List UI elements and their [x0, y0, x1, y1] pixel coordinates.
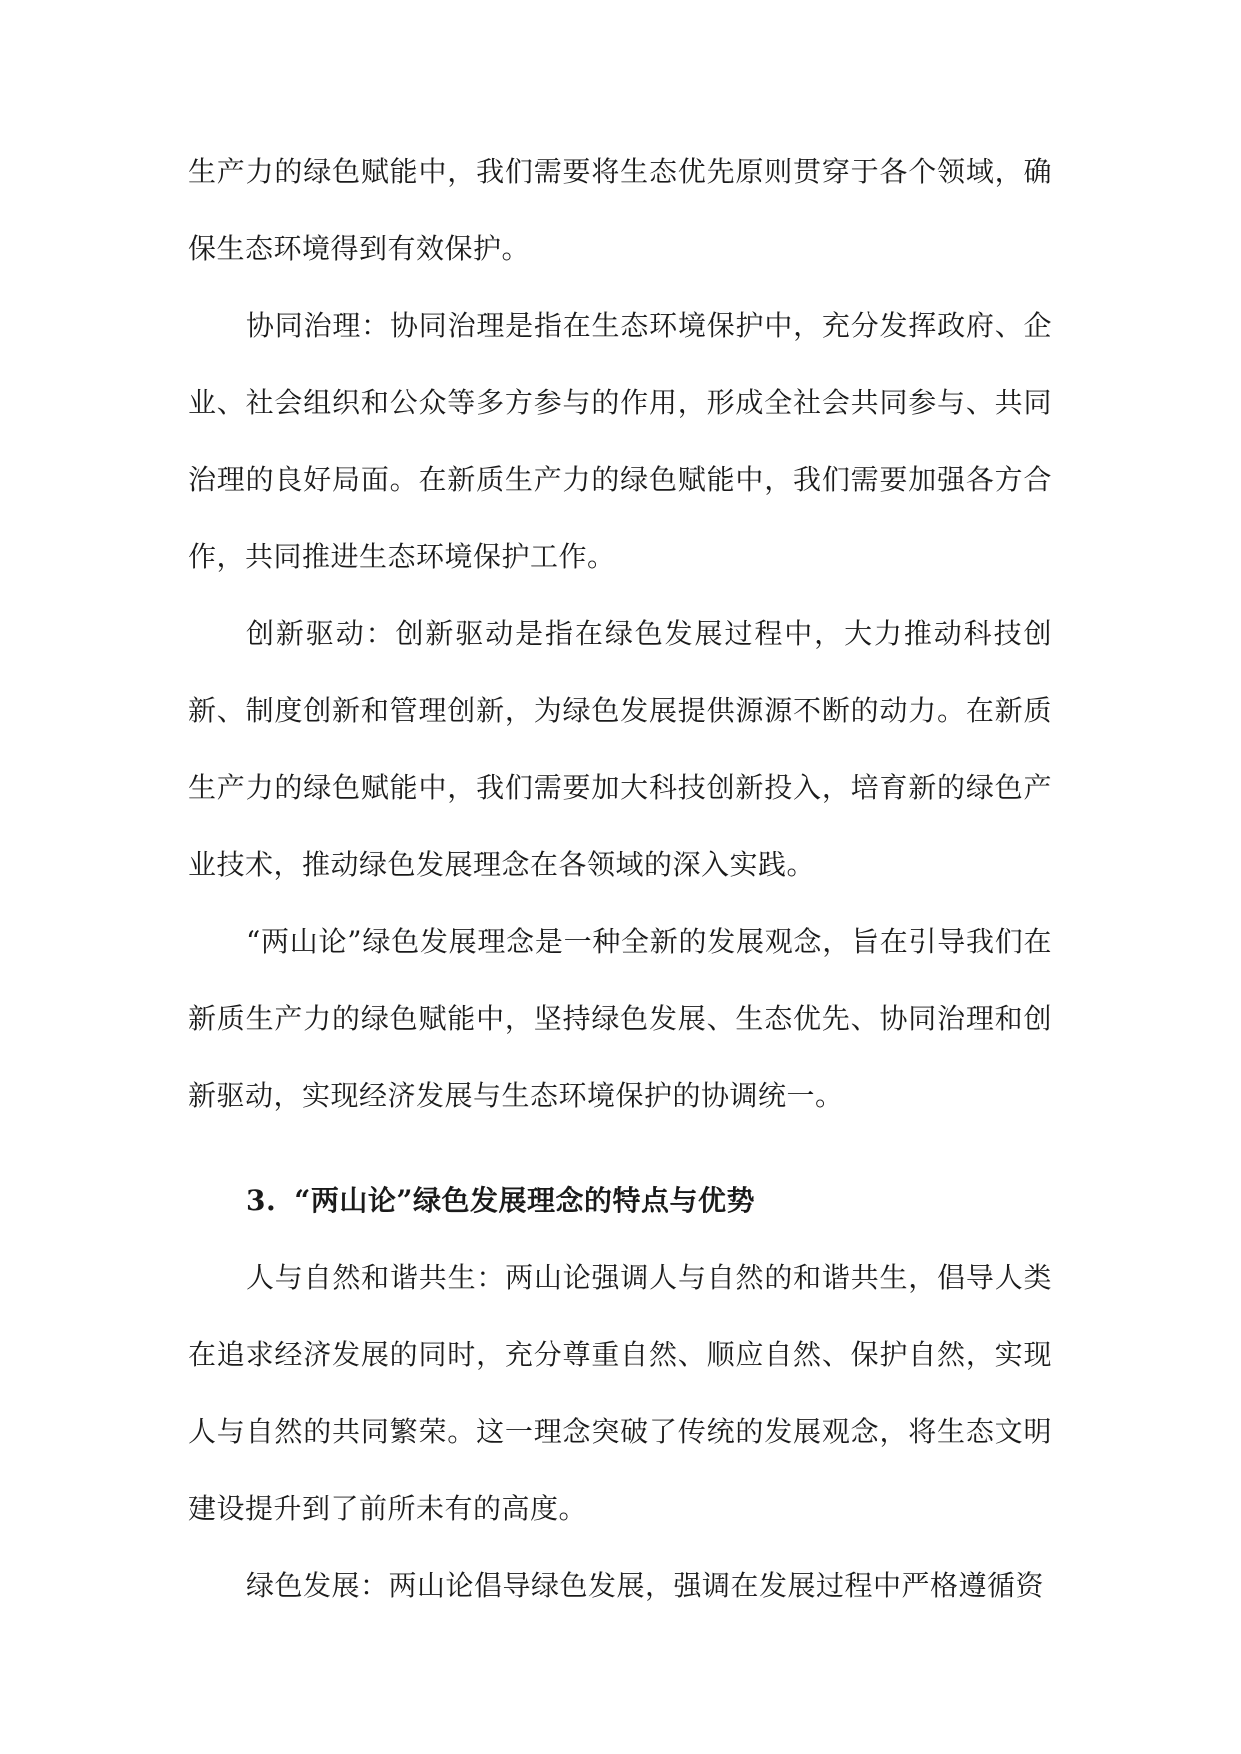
- document-body: [188, 133, 1052, 1624]
- section-title: “两山论”绿色发展理念的特点与优势: [294, 1184, 755, 1217]
- paragraph-collaborative-governance: 协同治理：协同治理是指在生态环境保护中，充分发挥政府、企业、社会组织和公众等多方参与的作用，形成全社会共同参与、共同治理的良好局面。在新质生产力的绿色赋能中，我们需要加强各方合作，共同推进生态环境保护工作。: [188, 309, 1052, 573]
- paragraph-innovation-driven: 创新驱动：创新驱动是指在绿色发展过程中，大力推动科技创新、制度创新和管理创新，为绿色发展提供源源不断的动力。在新质生产力的绿色赋能中，我们需要加大科技创新投入，培育新的绿色产业技术，推动绿色发展理念在各领域的深入实践。: [188, 617, 1052, 881]
- paragraph-summary: “两山论”绿色发展理念是一种全新的发展观念，旨在引导我们在新质生产力的绿色赋能中，坚持绿色发展、生态优先、协同治理和创新驱动，实现经济发展与生态环境保护的协调统一。: [188, 925, 1052, 1112]
- section-heading: [188, 1162, 1052, 1239]
- paragraph-continuation: 生产力的绿色赋能中，我们需要将生态优先原则贯穿于各个领域，确保生态环境得到有效保护。: [188, 155, 1052, 265]
- paragraph-harmony: 人与自然和谐共生：两山论强调人与自然的和谐共生，倡导人类在追求经济发展的同时，充分尊重自然、顺应自然、保护自然，实现人与自然的共同繁荣。这一理念突破了传统的发展观念，将生态文明建设提升到了前所未有的高度。: [188, 1261, 1052, 1525]
- paragraph-green-development: 绿色发展：两山论倡导绿色发展，强调在发展过程中严格遵循资: [246, 1569, 1045, 1602]
- section-number: 3.: [246, 1184, 277, 1217]
